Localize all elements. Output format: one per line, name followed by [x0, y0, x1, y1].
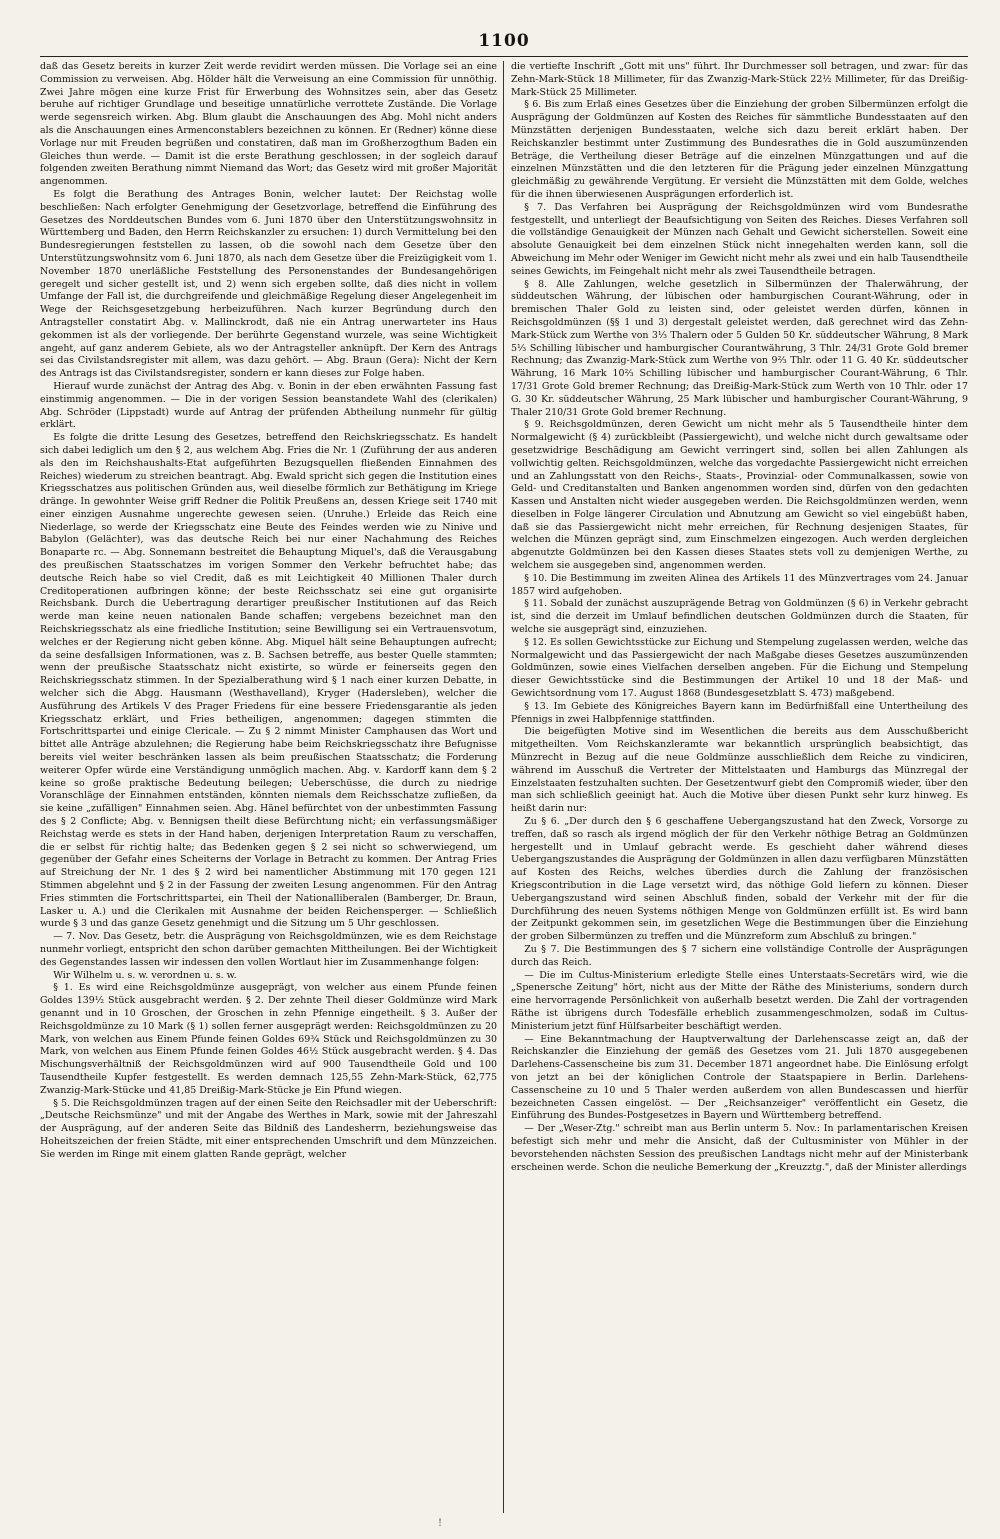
paragraph: die vertiefte Inschrift „Gott mit uns" führt. Ihr Durchmesser soll betragen, und zwar: für das Zehn-Mark-Stück 18 Millimeter, für das Zwanzig-Mark-Stück 22½ Millimeter, für das Dreißig-Mark-Stück 25 Millimeter. [511, 61, 968, 98]
paragraph: Hierauf wurde zunächst der Antrag des Abg. v. Bonin in der eben erwähnten Fassung fast einstimmig angenommen. — Die in der vorigen Session beanstandete Wahl des (clerikalen) Abg. Schröder (Lippstadt) wurde auf Antrag der prüfenden Abtheilung nunmehr für gültig erklärt. [40, 380, 497, 431]
left-column [40, 61, 503, 1513]
footer-mark: ! [438, 1518, 443, 1529]
paragraph: § 11. Sobald der zunächst auszuprägende Betrag von Goldmünzen (§ 6) in Verkehr gebracht ist, sind die derzeit im Umlauf befindlichen deutschen Goldmünzen durch die Staaten, für welche sie ausgeprägt sind, einzuziehen. [511, 598, 968, 636]
paragraph: § 7. Das Verfahren bei Ausprägung der Reichsgoldmünzen wird vom Bundesrathe festgestellt, und unterliegt der Beaufsichtigung von Seiten des Reiches. Dieses Verfahren soll die vollständige Genauigkeit der Münzen nach Gehalt und Gewicht sicherstellen. Soweit eine absolute Genauigkeit bei dem einzelnen Stück nicht innegehalten werden kann, soll die Abweichung im Mehr oder Weniger im Gewicht nicht mehr als zwei und ein halb Tausendtheile seines Gewichts, im Feingehalt nicht mehr als zwei Tausendtheile betragen. [511, 201, 968, 277]
page-number: 1100 [478, 31, 530, 51]
paragraph: § 9. Reichsgoldmünzen, deren Gewicht um nicht mehr als 5 Tausendtheile hinter dem Normalgewicht (§ 4) zurückbleibt (Passiergewicht), und welche nicht durch gewaltsame oder gesetzwidrige Beschädigung am Gewicht verringert sind, sollen bei allen Zahlungen als vollwichtig gelten. Reichsgoldmünzen, welche das vorgedachte Passiergewicht nicht erreichen und an Zahlungsstatt von den Reichs-, Staats-, Provinzial- oder Communalkassen, sowie von Geld- und Creditanstalten und Banken angenommen worden sind, dürfen von den gedachten Kassen und Anstalten nicht wieder ausgegeben werden. Die Reichsgoldmünzen werden, wenn dieselben in Folge längerer Circulation und Abnutzung am Gewicht so viel eingebüßt haben, daß sie das Passiergewicht nicht mehr erreichen, für Rechnung desjenigen Staates, für welchen die Münzen geprägt sind, zum Einschmelzen eingezogen. Auch werden dergleichen abgenutzte Goldmünzen bei den Kassen dieses Staates stets voll zu demjenigen Werthe, zu welchem sie ausgegeben sind, angenommen werden. [511, 419, 968, 572]
paragraph: — Der „Weser-Ztg." schreibt man aus Berlin unterm 5. Nov.: In parlamentarischen Kreisen befestigt sich mehr und mehr die Ansicht, daß der Cultusminister von Mühler in der bevorstehenden nächsten Session des preußischen Landtags nicht mehr auf der Ministerbank erscheinen werde. Schon die neuliche Bemerkung der „Kreuzztg.", daß der Minister allerdings [511, 1123, 968, 1173]
paragraph: § 8. Alle Zahlungen, welche gesetzlich in Silbermünzen der Thalerwährung, der süddeutschen Währung, der lübischen oder hamburgischen Courant-Währung, oder in bremischen Thaler Gold zu leisten sind, oder geleistet werden dürfen, können in Reichsgoldmünzen (§§ 1 und 3) dergestalt geleistet werden, daß gerechnet wird das Zehn-Mark-Stück zum Werthe von 3⅓ Thalern oder 5 Gulden 50 Kr. süddeutscher Währung, 8 Mark 5⅓ Schilling lübischer und hamburgischer Courantwährung, 3 Thlr. 24/31 Grote Gold bremer Rechnung; das Zwanzig-Mark-Stück zum Werthe von 9⅔ Thlr. oder 11 G. 40 Kr. süddeutscher Währung, 16 Mark 10⅔ Schilling lübischer und hamburgischer Courant-Währung, 6 Thlr. 17/31 Grote Gold bremer Rechnung; das Dreißig-Mark-Stück zum Werth von 10 Thlr. oder 17 G. 30 Kr. süddeutscher Währung, 25 Mark lübischer und hamburgischer Courant-Währung, 9 Thaler 210/31 Grote Gold bremer Rechnung. [511, 278, 968, 418]
paragraph: § 10. Die Bestimmung im zweiten Alinea des Artikels 11 des Münzvertrages vom 24. Januar 1857 wird aufgehoben. [511, 572, 968, 597]
text-columns [40, 56, 968, 1513]
paragraph: daß das Gesetz bereits in kurzer Zeit werde revidirt werden müssen. Die Vorlage sei an eine Commission zu verweisen. Abg. Hölder hält die Verweisung an eine Commission für unnöthig. Zwei Jahre mögen eine kurze Frist für Erwerbung des Wohnsitzes sein, aber das Gesetz beruhe auf richtiger Grundlage und beseitige unnatürliche verrottete Zustände. Die Vorlage werde segensreich wirken. Abg. Blum glaubt die Anschauungen des Abg. Mohl nicht anders als die Anschauungen eines Armenconstablers bezeichnen zu können. Er (Redner) könne diese Vorlage nur mit Freuden begrüßen und constatiren, daß man im Großherzogthum Baden ein Gleiches thun werde. — Damit ist die erste Berathung geschlossen; in der sogleich darauf folgenden zweiten Berathung nimmt Niemand das Wort; das Gesetz wird mit großer Majorität angenommen. [40, 61, 497, 188]
paragraph: Zu § 7. Die Bestimmungen des § 7 sichern eine vollständige Controlle der Ausprägungen durch das Reich. [511, 943, 968, 968]
paragraph: § 1. Es wird eine Reichsgoldmünze ausgeprägt, von welcher aus einem Pfunde feinen Goldes 139½ Stück ausgebracht werden. § 2. Der zehnte Theil dieser Goldmünze wird Mark genannt und in 10 Groschen, der Groschen in zehn Pfennige eingetheilt. § 3. Außer der Reichsgoldmünze zu 10 Mark (§ 1) sollen ferner ausgeprägt werden: Reichsgoldmünzen zu 20 Mark, von welchen aus Einem Pfunde feinen Goldes 69¾ Stück und Reichsgoldmünzen zu 30 Mark, von welchen aus Einem Pfunde feinen Goldes 46½ Stück ausgebracht werden. § 4. Das Mischungsverhältniß der Reichsgoldmünzen wird auf 900 Tausendtheile Gold und 100 Tausendtheile Kupfer festgestellt. Es werden demnach 125,55 Zehn-Mark-Stück, 62,775 Zwanzig-Mark-Stücke und 41,85 Dreißig-Mark-Stücke je Ein Pfund wiegen. [40, 982, 497, 1096]
paragraph: Zu § 6. „Der durch den § 6 geschaffene Uebergangszustand hat den Zweck, Vorsorge zu treffen, daß so rasch als irgend möglich der für den Verkehr nöthige Betrag an Goldmünzen hergestellt und in Umlauf gebracht werde. Es geschieht daher während dieses Uebergangszustandes die Ausprägung der Goldmünzen in allen dazu verfügbaren Münzstätten auf Kosten des Reichs, welches überdies durch die Zahlung der französischen Kriegscontribution in die Lage versetzt wird, das nöthige Gold liefern zu können. Dieser Uebergangszustand wird seinen Abschluß finden, sobald der Verkehr mit der für die Durchführung des neuen Systems nöthigen Menge von Goldmünzen erfüllt ist. Es wird bann der Zeitpunkt gekommen sein, im gesetzlichen Wege die Bestimmungen über die Einziehung der groben Silbermünzen zu treffen und die Münzreform zum Abschluß zu bringen." [511, 816, 968, 943]
paragraph: — 7. Nov. Das Gesetz, betr. die Ausprägung von Reichsgoldmünzen, wie es dem Reichstage nunmehr vorliegt, entspricht den schon darüber gemachten Mittheilungen. Bei der Wichtigkeit des Gegenstandes lassen wir indessen den vollen Wortlaut hier im Zusammenhange folgen: [40, 931, 497, 968]
right-column [504, 61, 968, 1513]
paragraph: § 6. Bis zum Erlaß eines Gesetzes über die Einziehung der groben Silbermünzen erfolgt die Ausprägung der Goldmünzen auf Kosten des Reiches für sämmtliche Bundesstaaten auf den Münzstätten derjenigen Bundesstaaten, welche sich dazu bereit erklärt haben. Der Reichskanzler bestimmt unter Zustimmung des Bundesrathes die in Gold auszumünzenden Beträge, die Vertheilung dieser Beträge auf die einzelnen Münzgattungen und auf die einzelnen Münzstätten und die den letzteren für die Prägung jeder einzelnen Münzgattung gleichmäßig zu gewährende Vergütung. Er versieht die Münzstätten mit dem Golde, welches für die ihnen überwiesenen Ausprägungen erforderlich ist. [511, 99, 968, 200]
paragraph: Wir Wilhelm u. s. w. verordnen u. s. w. [53, 969, 237, 981]
paragraph: Die beigefügten Motive sind im Wesentlichen die bereits aus dem Ausschußbericht mitgetheilten. Vom Reichskanzleramte war bekanntlich ursprünglich beabsichtigt, das Münzrecht in Bezug auf die neue Goldmünze ausschließlich dem Reiche zu vindiciren, während im Ausschuß die Vertreter der Mittelstaaten und Hamburgs das Münzregal der Einzelstaaten festzuhalten suchten. Der Gesetzentwurf giebt den Compromiß wieder, über den man sich schließlich geeinigt hat. Auch die Motive über diesen Punkt sehr kurz hinweg. Es heißt darin nur: [511, 726, 968, 815]
paragraph: — Die im Cultus-Ministerium erledigte Stelle eines Unterstaats-Secretärs wird, wie die „Spenersche Zeitung" hört, nicht aus der Mitte der Räthe des Ministeriums, sondern durch eine hervorragende Persönlichkeit von außerhalb besetzt werden. Die Zahl der vortragenden Räthe ist übrigens durch Todesfälle erheblich zusammengeschmolzen, sodaß im Cultus-Ministerium jetzt fünf Hülfsarbeiter beschäftigt werden. [511, 969, 968, 1032]
paragraph: § 5. Die Reichsgoldmünzen tragen auf der einen Seite den Reichsadler mit der Ueberschrift: „Deutsche Reichsmünze" und mit der Angabe des Werthes in Mark, sowie mit der Jahreszahl der Ausprägung, auf der anderen Seite das Bildniß des Landesherrn, beziehungsweise das Hoheitszeichen der freien Städte, mit einer entsprechenden Umschrift und dem Münzzeichen. Sie werden im Ringe mit einem glatten Rande geprägt, welcher [40, 1097, 497, 1160]
paragraph: § 12. Es sollen Gewichtsstücke zur Eichung und Stempelung zugelassen werden, welche das Normalgewicht und das Passiergewicht der nach Maßgabe dieses Gesetzes auszumünzenden Goldmünzen, sowie eines Vielfachen derselben angeben. Für die Eichung und Stempelung dieser Gewichtsstücke sind die Bestimmungen der Artikel 10 und 18 der Maß- und Gewichtsordnung vom 17. August 1868 (Bundesgesetzblatt S. 473) maßgebend. [511, 636, 968, 700]
paragraph: Es folgte die dritte Lesung des Gesetzes, betreffend den Reichskriegsschatz. Es handelt sich dabei lediglich um den § 2, aus welchem Abg. Fries die Nr. 1 (Zuführung der aus anderen als den im Reichshaushalts-Etat aufgeführten Bezugsquellen fließenden Einnahmen des Reiches) wiederum zu streichen beantragt. Abg. Ewald spricht sich gegen die Institution eines Kriegsschatzes aus politischen Gründen aus, weil dieselbe förmlich zur Bethätigung im Kriege dränge. In gewohnter Weise griff Redner die Politik Preußens an, dessen Kriege seit 1740 mit einer einzigen Ausnahme ungerechte gewesen seien. (Unruhe.) Erleide das Reich eine Niederlage, so werde der Kriegsschatz eine Beute des Feindes werden wie zu Ninive und Babylon (Gelächter), was das deutsche Reich bei nur einer Nachahmung des Reiches Bonaparte rc. — Abg. Sonnemann bestreitet die Behauptung Miquel's, daß die Verausgabung des preußischen Staatsschatzes im vorigen Sommer den Verkehr befruchtet habe; das deutsche Reich habe so viel Credit, daß es mit Leichtigkeit 40 Millionen Thaler durch Creditoperationen aufbringen könne; der beste Reichsschatz sei eine gut organisirte Reichsbank. Durch die Uebertragung derartiger preußischer Institutionen auf das Reich werde man keine neuen nationalen Bande schaffen; vergebens bezeichnet man den Reichskriegsschatz als eine friedliche Institution; seine Bewilligung sei ein Vertrauensvotum, welches er der Regierung nicht geben könne. Abg. Miquel hält seine Behauptungen aufrecht; da seine desfallsigen Informationen, was z. B. Sachsen betreffe, aus bester Quelle stammten; wenn der preußische Staatsschatz nicht existirte, so würde er feinerseits gegen den Reichskriegsschatz stimmen. In der Spezialberathung wird § 1 nach einer kurzen Debatte, in welcher sich die Abgg. Hausmann (Westhavelland), Kryger (Hadersleben), welcher die Ausführung des Artikels V des Prager Friedens für eine bessere Friedensgarantie als jeden Kriegsschatz erklärt, und Fries betheiligen, angenommen; dagegen stimmten die Fortschrittspartei und einige Clericale. — Zu § 2 nimmt Minister Camphausen das Wort und bittet alle Anträge abzulehnen; die Regierung habe beim Reichskriegsschatz ihre Befugnisse bereits viel weiter beschränken lassen als beim preußischen Staatsschatz; die Forderung weiterer Opfer würde eine Verständigung unmöglich machen. Abg. v. Kardorff kann dem § 2 keine so große praktische Bedeutung beilegen; Ueberschüsse, die durch zu niedrige Voranschläge der Einnahmen entständen, könnten niemals dem Reichsschatze zufließen, da sie keine „zufälligen" Einnahmen seien. Abg. Hänel befürchtet von der unbestimmten Fassung des § 2 Conflicte; Abg. v. Bennigsen theilt diese Befürchtung nicht; ein verfassungsmäßiger Reichstag werde es stets in der Hand haben, derjenigen Interpretation Raum zu verschaffen, die er selbst für richtig halte; das Bedenken gegen § 2 sei nicht so schwerwiegend, um gegenüber der Gefahr eines Scheiterns der Vorlage in Betracht zu kommen. Der Antrag Fries auf Streichung der Nr. 1 des § 2 wird bei namentlicher Abstimmung mit 170 gegen 121 Stimmen abgelehnt und § 2 in der Fassung der zweiten Lesung angenommen. Für den Antrag Fries stimmten die Fortschrittspartei, ein Theil der Nationalliberalen (Bamberger, Dr. Braun, Lasker u. A.) und die Clerikalen mit Ausnahme der beiden Reichensperger. — Schließlich wurde § 3 und das ganze Gesetz genehmigt und die Sitzung um 5 Uhr geschlossen. [40, 432, 497, 930]
paragraph: — Eine Bekanntmachung der Hauptverwaltung der Darlehenscasse zeigt an, daß der Reichskanzler die Einziehung der gemäß des Gesetzes vom 21. Juli 1870 ausgegebenen Darlehens-Cassenscheine bis zum 31. December 1871 angeordnet habe. Die Einlösung erfolgt von jetzt an bei der königlichen Controle der Staatspapiere in Berlin. Darlehens-Cassenscheine zu 10 und 5 Thaler werden außerdem von allen Bundescassen und hierfür bezeichneten Cassen eingelöst. — Der „Reichsanzeiger" veröffentlicht ein Gesetz, die Einführung des Bundes-Postgesetzes in Bayern und Württemberg betreffend. [511, 1033, 968, 1122]
paragraph: § 13. Im Gebiete des Königreiches Bayern kann im Bedürfnißfall eine Untertheilung des Pfennigs in zwei Halbpfennige stattfinden. [511, 700, 968, 725]
paragraph: Es folgt die Berathung des Antrages Bonin, welcher lautet: Der Reichstag wolle beschließen: Nach erfolgter Genehmigung der Gesetzvorlage, betreffend die Einführung des Gesetzes des Norddeutschen Bundes vom 6. Juni 1870 über den Unterstützungswohnsitz in Württemberg und Baden, den Herrn Reichskanzler zu ersuchen: 1) durch Vermittelung bei den Bundesregierungen feststellen zu lassen, ob die sowohl nach dem Gesetze über den Unterstützungswohnsitz vom 6. Juni 1870, als nach dem Gesetze über die Freizügigkeit vom 1. November 1870 unerläßliche Feststellung des Personenstandes der Bundesangehörigen geregelt und sicher gestellt ist, und 2) wenn sich ergeben sollte, daß dies nicht in vollem Umfange der Fall ist, die durchgreifende und gleichmäßige Regelung dieser Angelegenheit im Wege der Reichsgesetzgebung herbeizuführen. Nach kurzer Begründung durch den Antragsteller constatirt Abg. v. Mallinckrodt, daß nie ein Antrag unerwarteter ins Haus gekommen ist als der vorliegende. Der berührte Gegenstand wurzele, was seine Wichtigkeit angeht, auf ganz anderem Gebiete, als wo der Antragsteller anknüpft. Der Kern des Antrags sei das Civilstandsregister mit allem, was dazu gehört. — Abg. Braun (Gera): Nicht der Kern des Antrags ist das Civilstandsregister, sondern er kann dieses zur Folge haben. [40, 188, 497, 380]
